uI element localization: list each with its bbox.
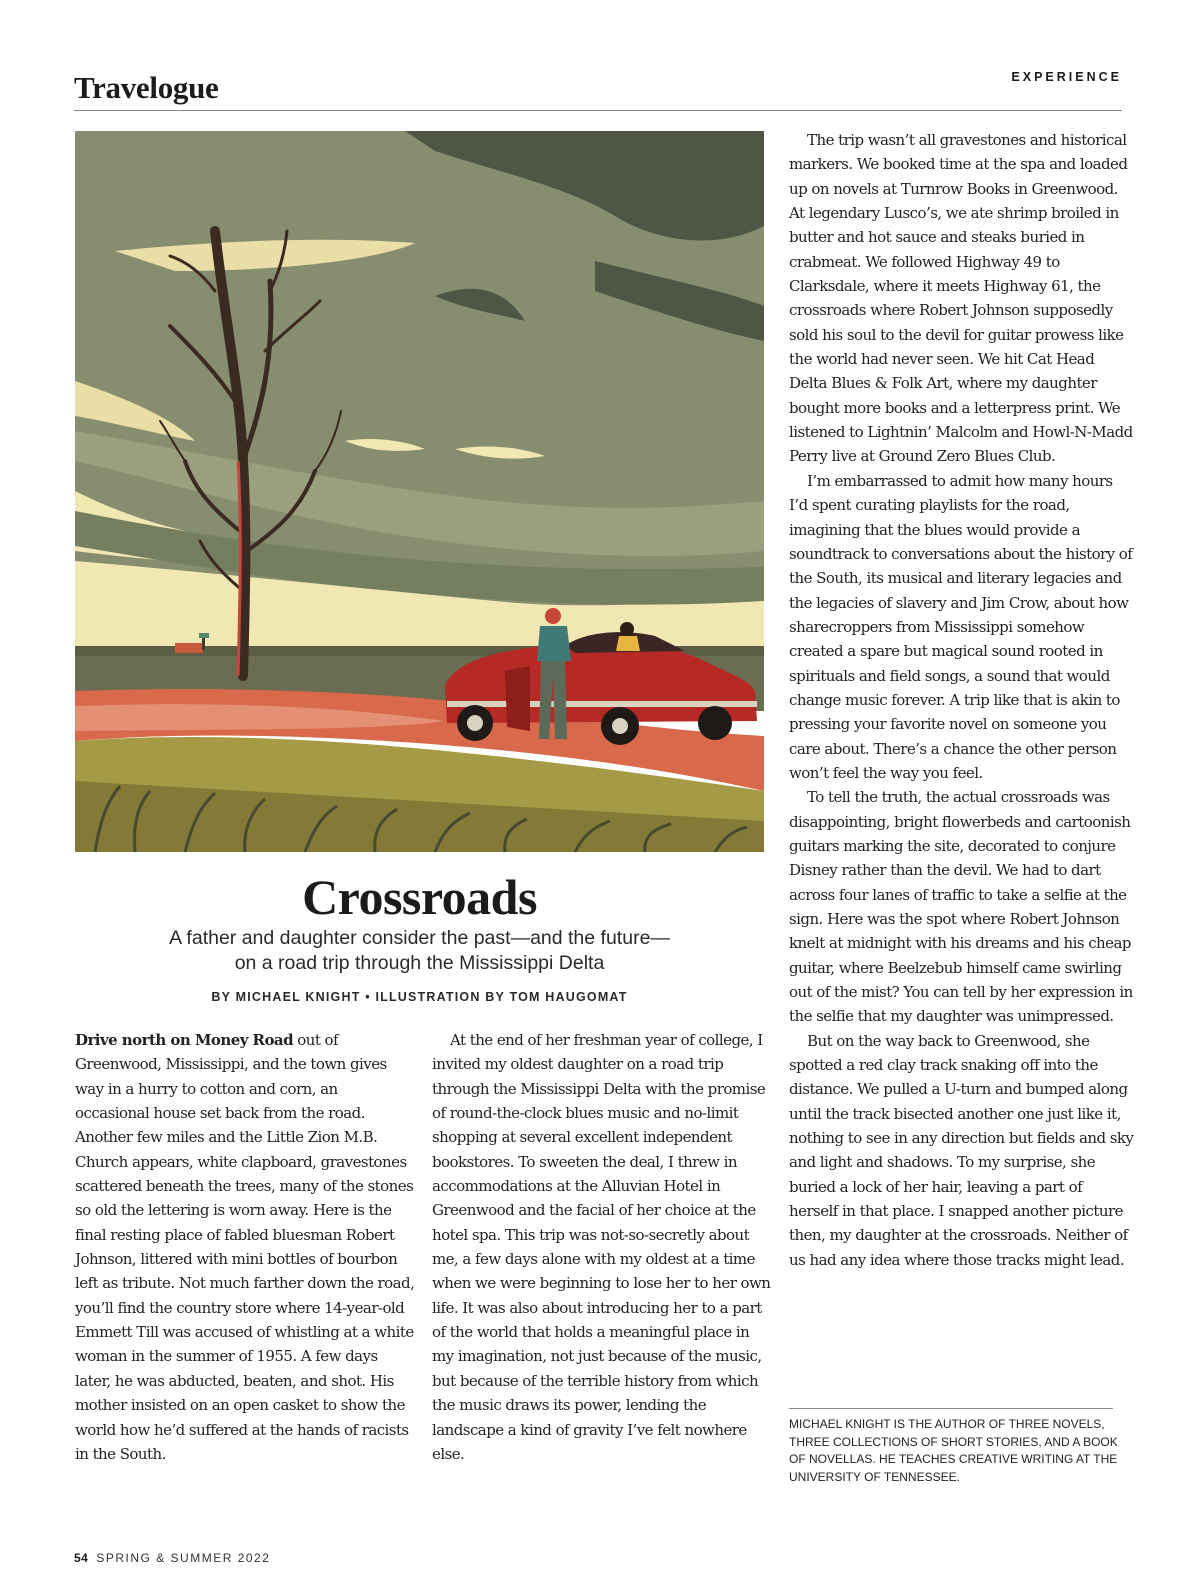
paragraph-1 [75,1028,415,1466]
deck-line-2: on a road trip through the Mississippi Delta [234,952,605,974]
page-footer [74,1551,270,1565]
paragraph-1-text: out of Greenwood, Mississippi, and the town gives way in a hurry to cotton and corn, an occasional house set back from the road. Another few miles and the Little Zion M.B. Church appears, white clapboard, gravestones scattered beneath the trees, many of the stones so old the lettering is worn away. Here is the final resting place of fabled bluesman Robert Johnson, littered with mini bottles of bourbon left as tribute. Not much farther down the road, you’ll find the country store where 14-year-old Emmett Till was accused of whistling at a white woman in the summer of 1955. A few days later, he was abducted, beaten, and shot. His mother insisted on an open casket to show the world how he’d suffered at the hands of racists in the South. [75,1031,415,1463]
header-divider [74,110,1122,111]
paragraph-3: The trip wasn’t all gravestones and historical markers. We booked time at the spa and loaded up on novels at Turnrow Books in Greenwood. At legendary Lusco’s, we ate shrimp broiled in butter and hot sauce and steaks buried in crabmeat. We followed Highway 49 to Clarksdale, where it meets Highway 61, the crossroads where Robert Johnson supposedly sold his soul to the devil for guitar prowess like the world had never seen. We hit Cat Head Delta Blues & Folk Art, where my daughter bought more books and a letterpress print. We listened to Lightnin’ Malcolm and Howl-N-Madd Perry live at Ground Zero Blues Club. [789,131,1133,466]
deck-line-1: A father and daughter consider the past—and the future— [169,927,670,949]
category-label: EXPERIENCE [1011,70,1122,84]
body-column-2 [432,1028,772,1466]
section-label: Travelogue [74,70,219,105]
paragraph-5: To tell the truth, the actual crossroads was disappointing, bright flowerbeds and cartoonish guitars marking the site, decorated to conjure Disney rather than the devil. We had to dart across four lanes of traffic to take a selfie at the sign. Here was the spot where Robert Johnson knelt at midnight with his dreams and his cheap guitar, where Beelzebub himself came swirling out of the mist? You can tell by her expression in the selfie that my daughter was unimpressed. [789,788,1133,1026]
body-column-1 [75,1028,415,1466]
body-column-3 [789,128,1134,1272]
hero-illustration [75,131,764,852]
paragraph-6: But on the way back to Greenwood, she spotted a red clay track snaking off into the distance. We pulled a U-turn and bumped along until the track bisected another one just like it, nothing to see in any direction but fields and sky and light and shadows. To my surprise, she buried a lock of her hair, leaving a part of herself in that place. I snapped another picture then, my daughter at the crossroads. Neither of us had any idea where those tracks might lead. [789,1031,1134,1269]
bio-divider [789,1408,1113,1409]
article-deck [95,926,744,976]
author-bio: MICHAEL KNIGHT IS THE AUTHOR OF THREE NOVELS, THREE COLLECTIONS OF SHORT STORIES, AND A BOOK OF NOVELLAS. HE TEACHES CREATIVE WRITING AT THE UNIVERSITY OF TENNESSEE. [789,1417,1118,1484]
paragraph-2: At the end of her freshman year of college, I invited my oldest daughter on a road trip through the Mississippi Delta with the promise of round-the-clock blues music and no-limit shopping at several excellent independent bookstores. To sweeten the deal, I threw in accommodations at the Alluvian Hotel in Greenwood and the facial of her choice at the hotel spa. This trip was not-so-secretly about me, a few days alone with my oldest at a time when we were beginning to lose her to her own life. It was also about introducing her to a part of the world that holds a meaningful place in my imagination, not just because of the music, but because of the terrible history from which the music draws its power, lending the landscape a kind of gravity I’ve felt nowhere else. [432,1031,771,1463]
lead-in: Drive north on Money Road [75,1031,294,1049]
article-byline: BY MICHAEL KNIGHT • ILLUSTRATION BY TOM HAUGOMAT [211,990,628,1004]
article-headline: Crossroads [302,869,537,925]
issue-label: SPRING & SUMMER 2022 [96,1551,271,1565]
page-number: 54 [74,1551,89,1565]
paragraph-4: I’m embarrassed to admit how many hours I’d spent curating playlists for the road, imagining that the blues would provide a soundtrack to conversations about the history of the South, its musical and literary legacies and the legacies of slavery and Jim Crow, about how sharecroppers from Mississippi somehow created a spare but magical sound rooted in spirituals and field songs, a sound that would change music forever. A trip like that is akin to pressing your favorite novel on someone you care about. There’s a chance the other person won’t feel the way you feel. [789,471,1133,782]
